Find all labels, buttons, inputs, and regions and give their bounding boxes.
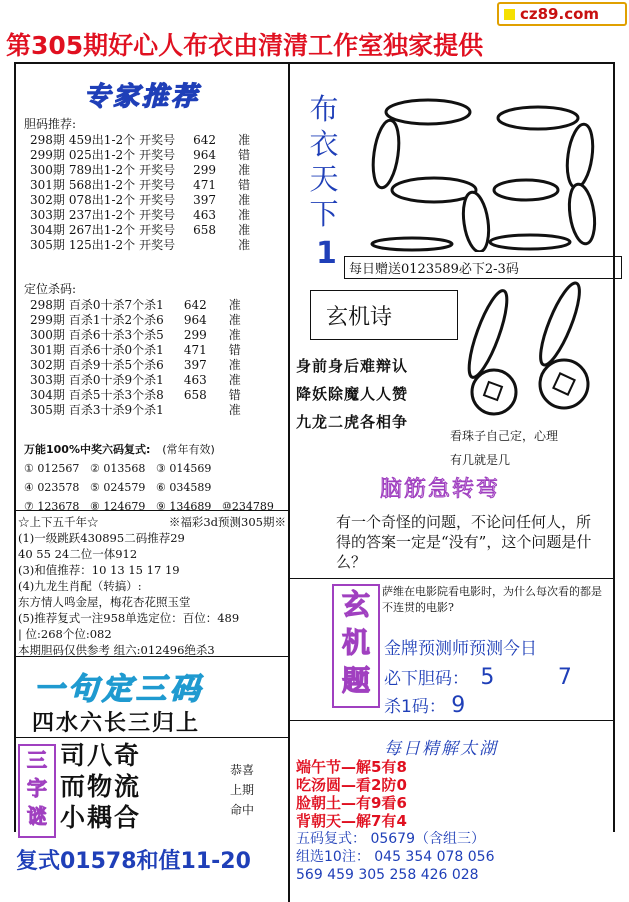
five-head-right: ※福彩3d预测305期※ bbox=[168, 515, 286, 529]
gold-kill bbox=[384, 692, 465, 718]
wan-item: ③ 014569 bbox=[156, 462, 212, 475]
gold-dan bbox=[384, 664, 610, 690]
number-53-beads bbox=[348, 72, 610, 252]
gold-kill-label: 杀1码： bbox=[384, 697, 446, 717]
wan-item: ⑥ 034589 bbox=[156, 481, 212, 494]
riddle-line: 小耦合 bbox=[60, 803, 142, 832]
bead-5-top bbox=[386, 100, 470, 124]
wan-item: ⑨ 134689 bbox=[156, 500, 212, 513]
riddle-line: 司八奇 bbox=[60, 741, 142, 770]
bead-one-a bbox=[462, 287, 514, 381]
gift-text: 每日赠送0123589必下2-3码 bbox=[349, 262, 519, 277]
buyi-char: 衣 bbox=[309, 127, 339, 161]
riddle-side-char: 谜 bbox=[27, 804, 47, 828]
five-block bbox=[18, 514, 286, 658]
taihu-line: 背朝天—解7有4 bbox=[296, 812, 407, 830]
kill-row bbox=[30, 298, 245, 313]
kill-row bbox=[30, 343, 245, 358]
taihu-line: 端午节—解5有8 bbox=[296, 758, 407, 776]
kill-cell: 299期 bbox=[30, 313, 65, 327]
five-line: | 位:268个位:082 bbox=[18, 627, 112, 641]
gold-kill-value: 9 bbox=[451, 693, 466, 718]
column-divider bbox=[288, 62, 290, 902]
frame-left bbox=[14, 62, 16, 832]
bead-5-left bbox=[369, 119, 402, 190]
dan-cell: 错 bbox=[238, 148, 251, 162]
dan-cell: 开奖号 bbox=[139, 148, 176, 162]
xuanji-side-char: 机 bbox=[341, 626, 370, 659]
kill-cell: 964 bbox=[183, 313, 207, 327]
kill-cell: 397 bbox=[183, 358, 207, 372]
dan-cell: 125出1-2个 bbox=[68, 238, 136, 252]
kill-cell: 百杀6十杀0个杀1 bbox=[68, 343, 164, 357]
five-line: 40 55 24二位一体912 bbox=[18, 547, 138, 561]
wan-heading bbox=[24, 443, 215, 457]
phrase-text: 四水六长三归上 bbox=[32, 711, 201, 736]
kill-cell: 百杀0十杀7个杀1 bbox=[68, 298, 164, 312]
kill-cell: 302期 bbox=[30, 358, 65, 372]
taihu-zuxuan: 组选10注： 045 354 078 056 bbox=[296, 849, 495, 865]
wan-heading-text: 万能100%中奖六码复式: bbox=[24, 443, 151, 456]
dan-row bbox=[30, 178, 254, 193]
dan-cell: 开奖号 bbox=[139, 193, 176, 207]
kill-cell: 658 bbox=[183, 388, 207, 402]
square-icon bbox=[504, 9, 515, 20]
kill-cell: 300期 bbox=[30, 328, 65, 342]
dan-cell: 开奖号 bbox=[139, 178, 176, 192]
dan-cell: 错 bbox=[238, 178, 251, 192]
dan-table bbox=[30, 133, 254, 253]
five-line: (3)和值推荐：10 13 15 17 19 bbox=[18, 563, 180, 577]
dan-row bbox=[30, 238, 254, 253]
dan-row bbox=[30, 163, 254, 178]
expert-heading: 专家推荐 bbox=[84, 82, 201, 112]
kill-row bbox=[30, 328, 245, 343]
dan-cell: 准 bbox=[238, 238, 251, 252]
dan-cell: 开奖号 bbox=[139, 223, 176, 237]
congrats-line: 恭喜 bbox=[230, 763, 255, 777]
dan-cell: 准 bbox=[238, 223, 251, 237]
wan-rows bbox=[24, 459, 288, 516]
dan-cell: 302期 bbox=[30, 193, 65, 207]
kill-cell: 299 bbox=[183, 328, 207, 342]
five-line: (4)九龙生肖配（转搞）: bbox=[18, 579, 142, 593]
kill-cell: 百杀0十杀9个杀1 bbox=[68, 373, 164, 387]
coin-left bbox=[472, 370, 516, 414]
site-badge-text: cz89.com bbox=[520, 5, 600, 23]
kill-cell: 百杀1十杀2个杀6 bbox=[68, 313, 164, 327]
dan-cell: 303期 bbox=[30, 208, 65, 222]
dan-cell: 准 bbox=[238, 163, 251, 177]
phrase-heading: 一句定三码 bbox=[34, 672, 204, 707]
bead-3-bottom bbox=[490, 235, 570, 249]
dan-cell: 471 bbox=[193, 178, 217, 192]
bead-3-lower bbox=[566, 183, 598, 246]
bead-5-bottom bbox=[372, 238, 452, 250]
dan-cell: 299 bbox=[193, 163, 217, 177]
dan-cell: 658 bbox=[193, 223, 217, 237]
congrats bbox=[230, 760, 254, 820]
buyi-num: 1 bbox=[316, 236, 337, 271]
kill-cell: 304期 bbox=[30, 388, 65, 402]
beads-note bbox=[450, 424, 558, 472]
taihu-line: 脸朝土—有9看6 bbox=[296, 794, 407, 812]
taihu-lines bbox=[296, 758, 407, 830]
kill-cell: 准 bbox=[228, 358, 241, 372]
dan-cell: 789出1-2个 bbox=[68, 163, 136, 177]
riddle-line: 而物流 bbox=[60, 772, 142, 801]
dan-cell: 304期 bbox=[30, 223, 65, 237]
kill-cell: 准 bbox=[228, 328, 241, 342]
bead-5-mid bbox=[392, 178, 476, 202]
poem-line: 身前身后难辩认 bbox=[296, 357, 409, 375]
page-title: 第305期好心人布衣由清清工作室独家提供 bbox=[6, 31, 484, 60]
kill-cell: 471 bbox=[183, 343, 207, 357]
congrats-line: 命中 bbox=[230, 803, 255, 817]
riddle-side-label bbox=[18, 744, 56, 838]
divider-right-2 bbox=[290, 720, 613, 721]
kill-cell: 准 bbox=[228, 298, 241, 312]
dan-cell: 459出1-2个 bbox=[68, 133, 136, 147]
divider-right-1 bbox=[290, 578, 613, 579]
brain-heading: 脑筋急转弯 bbox=[380, 477, 501, 502]
riddle-side-char: 三 bbox=[27, 748, 47, 772]
wan-item: ⑧ 124679 bbox=[90, 500, 146, 513]
kill-label: 定位杀码: bbox=[24, 282, 77, 296]
wan-item: ⑦ 123678 bbox=[24, 500, 80, 513]
five-head-left: ☆上下五千年☆ bbox=[18, 515, 99, 529]
riddle-side-char: 字 bbox=[27, 776, 47, 800]
five-line: (5)推荐复式一注958单选定位：百位：489 bbox=[18, 611, 240, 625]
dan-cell: 开奖号 bbox=[139, 163, 176, 177]
dan-cell: 开奖号 bbox=[139, 133, 176, 147]
dan-cell: 463 bbox=[193, 208, 217, 222]
kill-cell: 305期 bbox=[30, 403, 65, 417]
five-line: 本期胆码仅供参考 组六:012496绝杀3 bbox=[18, 643, 215, 657]
kill-row bbox=[30, 373, 245, 388]
kill-row bbox=[30, 403, 245, 418]
kill-table bbox=[30, 298, 245, 418]
dan-row bbox=[30, 223, 254, 238]
coin-right bbox=[540, 360, 588, 408]
dan-cell: 准 bbox=[238, 208, 251, 222]
five-head bbox=[18, 514, 286, 530]
dan-row bbox=[30, 133, 254, 148]
dan-row bbox=[30, 148, 254, 163]
gold-dan-label: 必下胆码： bbox=[384, 669, 469, 689]
kill-cell: 303期 bbox=[30, 373, 65, 387]
wan-item: ⑩234789 bbox=[222, 500, 274, 513]
kill-cell: 百杀6十杀3个杀5 bbox=[68, 328, 164, 342]
wan-item: ④ 023578 bbox=[24, 481, 80, 494]
buyi-vertical bbox=[306, 92, 342, 232]
kill-cell: 298期 bbox=[30, 298, 65, 312]
beads-note-1: 看珠子自己定，心理 bbox=[450, 429, 559, 443]
kill-cell: 百杀5十杀3个杀8 bbox=[68, 388, 164, 402]
kill-cell: 301期 bbox=[30, 343, 65, 357]
five-line: 东方情人鸣金屋，梅花杏花照玉堂 bbox=[18, 595, 191, 609]
wan-item: ① 012567 bbox=[24, 462, 80, 475]
fushi-text: 复式01578和值11-20 bbox=[16, 849, 251, 874]
dan-cell: 964 bbox=[193, 148, 217, 162]
taihu-summary bbox=[296, 830, 495, 884]
taihu-wuma: 五码复式： 05679（含组三） bbox=[296, 831, 485, 847]
xuanji-side-char: 玄 bbox=[341, 588, 370, 621]
five-line: (1)一级跳跃430895二码推荐29 bbox=[18, 531, 185, 545]
wan-item: ② 013568 bbox=[90, 462, 146, 475]
dan-cell: 301期 bbox=[30, 178, 65, 192]
dan-cell: 568出1-2个 bbox=[68, 178, 136, 192]
dan-cell: 准 bbox=[238, 133, 251, 147]
dan-cell: 267出1-2个 bbox=[68, 223, 136, 237]
beads-note-2: 有几就是几 bbox=[450, 453, 511, 467]
dan-cell: 397 bbox=[193, 193, 217, 207]
gold-dan-value-1: 5 bbox=[480, 665, 495, 690]
dan-cell: 准 bbox=[238, 193, 251, 207]
wan-note: (常年有效) bbox=[162, 443, 215, 456]
dan-cell: 237出1-2个 bbox=[68, 208, 136, 222]
site-badge[interactable] bbox=[497, 2, 627, 26]
kill-cell: 错 bbox=[228, 388, 241, 402]
bead-5-right bbox=[460, 191, 492, 252]
divider-left-3 bbox=[14, 737, 288, 738]
gold-dan-value-2: 7 bbox=[557, 665, 572, 690]
kill-cell: 463 bbox=[183, 373, 207, 387]
dan-cell: 298期 bbox=[30, 133, 65, 147]
five-lines bbox=[18, 530, 286, 658]
kill-cell: 百杀3十杀9个杀1 bbox=[68, 403, 164, 417]
kill-cell: 准 bbox=[228, 313, 241, 327]
poem-lines bbox=[296, 352, 408, 436]
poem-line: 九龙二虎各相争 bbox=[296, 413, 409, 431]
dan-cell: 078出1-2个 bbox=[68, 193, 136, 207]
dan-row bbox=[30, 208, 254, 223]
buyi-char: 天 bbox=[309, 162, 339, 196]
kill-cell: 642 bbox=[183, 298, 207, 312]
dan-label: 胆码推荐: bbox=[24, 117, 77, 131]
dan-cell: 642 bbox=[193, 133, 217, 147]
kill-cell bbox=[168, 403, 211, 418]
taihu-heading: 每日精解太湖 bbox=[384, 739, 498, 759]
buyi-char: 布 bbox=[309, 92, 339, 126]
bead-3-top bbox=[498, 107, 578, 129]
bead-3-mid bbox=[494, 180, 558, 200]
kill-cell: 准 bbox=[228, 373, 241, 387]
xuanji-question: 萨维在电影院看电影时，为什么每次看的都是不连贯的电影? bbox=[382, 585, 602, 614]
buyi-char: 下 bbox=[309, 197, 339, 231]
taihu-line: 吃汤圆—看2防0 bbox=[296, 776, 407, 794]
dan-row bbox=[30, 193, 254, 208]
wan-row bbox=[24, 478, 288, 497]
congrats-line: 上期 bbox=[230, 783, 255, 797]
bead-one-b bbox=[533, 279, 586, 369]
bead-3-upper bbox=[564, 123, 597, 190]
kill-row bbox=[30, 358, 245, 373]
dan-cell: 开奖号 bbox=[139, 208, 176, 222]
dan-cell: 299期 bbox=[30, 148, 65, 162]
poem-line: 降妖除魔人人赞 bbox=[296, 385, 409, 403]
kill-cell: 准 bbox=[228, 403, 241, 417]
dan-cell: 025出1-2个 bbox=[68, 148, 136, 162]
gold-line1: 金牌预测师预测今日 bbox=[384, 639, 537, 659]
riddle-lines bbox=[60, 740, 141, 833]
kill-row bbox=[30, 313, 245, 328]
taihu-zuxuan-2: 569 459 305 258 426 028 bbox=[296, 867, 479, 883]
dan-cell bbox=[179, 238, 220, 253]
dan-cell: 305期 bbox=[30, 238, 65, 252]
kill-cell: 错 bbox=[228, 343, 241, 357]
poem-heading: 玄机诗 bbox=[326, 305, 393, 330]
wan-row bbox=[24, 459, 288, 478]
frame-right bbox=[613, 62, 615, 832]
kill-cell: 百杀9十杀5个杀6 bbox=[68, 358, 164, 372]
beads-11-drawing bbox=[452, 272, 610, 422]
wan-item: ⑤ 024579 bbox=[90, 481, 146, 494]
dan-cell: 开奖号 bbox=[139, 238, 176, 252]
frame-top bbox=[14, 62, 615, 64]
kill-row bbox=[30, 388, 245, 403]
xuanji-side-label bbox=[332, 584, 380, 708]
xuanji-side-char: 题 bbox=[341, 664, 370, 697]
brain-text: 有一个奇怪的问题，不论问任何人，所得的答案一定是“没有”，这个问题是什么？ bbox=[336, 513, 592, 571]
dan-cell: 300期 bbox=[30, 163, 65, 177]
